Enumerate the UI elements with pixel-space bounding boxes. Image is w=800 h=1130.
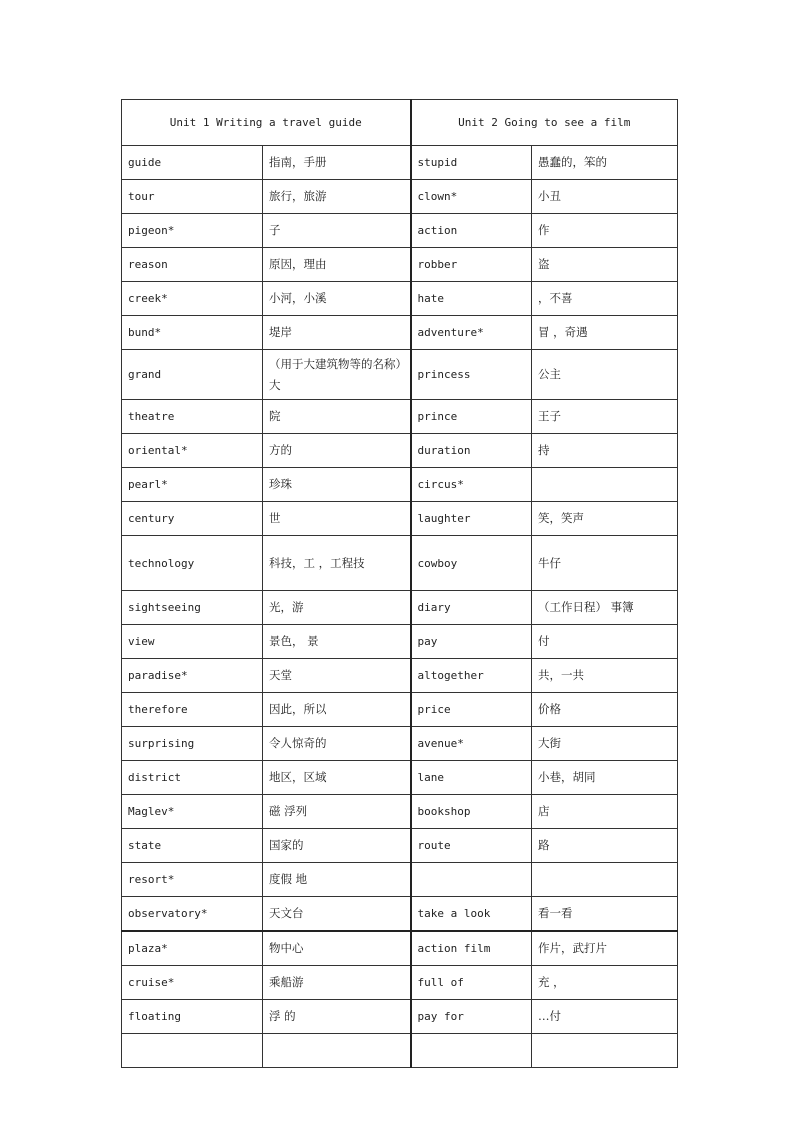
unit-2-meaning: 大街 — [532, 727, 678, 761]
unit-2-meaning — [532, 1034, 678, 1068]
unit-2-word: action film — [411, 931, 532, 966]
unit-2-meaning: 小巷，胡同 — [532, 761, 678, 795]
unit-1-meaning: 珍珠 — [263, 468, 411, 502]
vocab-row — [122, 434, 678, 468]
vocab-row — [122, 400, 678, 434]
unit-2-word: price — [411, 693, 532, 727]
vocab-row — [122, 693, 678, 727]
vocab-row — [122, 795, 678, 829]
unit-2-word: laughter — [411, 502, 532, 536]
unit-1-meaning: 指南，手册 — [263, 146, 411, 180]
unit-1-word: guide — [122, 146, 263, 180]
unit-1-meaning: 地区，区域 — [263, 761, 411, 795]
vocab-row — [122, 897, 678, 932]
unit-2-word: diary — [411, 591, 532, 625]
unit-2-meaning: 愚蠢的，笨的 — [532, 146, 678, 180]
unit-1-meaning: 因此，所以 — [263, 693, 411, 727]
vocab-row — [122, 350, 678, 400]
vocab-row — [122, 214, 678, 248]
unit-2-meaning — [532, 863, 678, 897]
vocab-row — [122, 829, 678, 863]
unit-1-word: pearl* — [122, 468, 263, 502]
unit-1-word: view — [122, 625, 263, 659]
unit-2-meaning: …付 — [532, 1000, 678, 1034]
unit-2-meaning: 价格 — [532, 693, 678, 727]
unit-1-word: paradise* — [122, 659, 263, 693]
unit-2-word: hate — [411, 282, 532, 316]
unit-2-meaning: 付 — [532, 625, 678, 659]
unit-1-word: oriental* — [122, 434, 263, 468]
vocab-row — [122, 727, 678, 761]
unit-2-word: avenue* — [411, 727, 532, 761]
unit-1-meaning: 磁 浮列 — [263, 795, 411, 829]
unit-2-word: bookshop — [411, 795, 532, 829]
unit-2-word — [411, 1034, 532, 1068]
vocab-row — [122, 591, 678, 625]
vocab-row — [122, 863, 678, 897]
unit-1-meaning: 院 — [263, 400, 411, 434]
vocabulary-table — [121, 99, 678, 1068]
unit-1-meaning: 世 — [263, 502, 411, 536]
unit-2-meaning: 公主 — [532, 350, 678, 400]
unit-1-word: therefore — [122, 693, 263, 727]
unit-1-word: state — [122, 829, 263, 863]
unit-2-meaning: 路 — [532, 829, 678, 863]
vocab-row — [122, 282, 678, 316]
unit-1-meaning: 堤岸 — [263, 316, 411, 350]
unit-1-word: theatre — [122, 400, 263, 434]
vocab-row — [122, 468, 678, 502]
unit-2-word: pay — [411, 625, 532, 659]
unit-1-meaning: 国家的 — [263, 829, 411, 863]
unit-2-meaning: 王子 — [532, 400, 678, 434]
unit-2-meaning: 作片，武打片 — [532, 931, 678, 966]
unit-1-word — [122, 1034, 263, 1068]
unit-2-meaning — [532, 468, 678, 502]
unit-2-word: altogether — [411, 659, 532, 693]
unit-1-meaning: 乘船游 — [263, 966, 411, 1000]
unit-1-meaning: 令人惊奇的 — [263, 727, 411, 761]
unit-1-word: Maglev* — [122, 795, 263, 829]
vocab-row — [122, 248, 678, 282]
unit-1-meaning: 子 — [263, 214, 411, 248]
unit-2-meaning: 冒 ，奇遇 — [532, 316, 678, 350]
unit-1-word: reason — [122, 248, 263, 282]
vocab-row — [122, 536, 678, 591]
unit-2-meaning: 小丑 — [532, 180, 678, 214]
unit-1-meaning: 天堂 — [263, 659, 411, 693]
unit-2-word: full of — [411, 966, 532, 1000]
vocab-row — [122, 1034, 678, 1068]
vocab-row — [122, 659, 678, 693]
unit-1-meaning: 原因，理由 — [263, 248, 411, 282]
unit-1-word: century — [122, 502, 263, 536]
unit-2-word: clown* — [411, 180, 532, 214]
unit-1-title: Unit 1 Writing a travel guide — [122, 100, 411, 146]
vocab-row — [122, 146, 678, 180]
vocab-row — [122, 502, 678, 536]
vocab-row — [122, 180, 678, 214]
unit-1-word: floating — [122, 1000, 263, 1034]
unit-1-word: bund* — [122, 316, 263, 350]
unit-1-meaning: 浮 的 — [263, 1000, 411, 1034]
unit-2-word: lane — [411, 761, 532, 795]
vocabulary-table-body — [122, 100, 678, 1068]
unit-2-meaning: 持 — [532, 434, 678, 468]
unit-1-meaning: 科技，工 ，工程技 — [263, 536, 411, 591]
unit-1-meaning: 天文台 — [263, 897, 411, 932]
unit-1-word: sightseeing — [122, 591, 263, 625]
unit-1-meaning: 小河，小溪 — [263, 282, 411, 316]
unit-1-word: creek* — [122, 282, 263, 316]
vocab-row — [122, 761, 678, 795]
unit-2-meaning: （工作日程） 事簿 — [532, 591, 678, 625]
unit-1-meaning: 方的 — [263, 434, 411, 468]
vocab-row — [122, 625, 678, 659]
unit-2-title: Unit 2 Going to see a film — [411, 100, 678, 146]
unit-2-word: pay for — [411, 1000, 532, 1034]
unit-1-meaning: 光，游 — [263, 591, 411, 625]
unit-1-meaning: 旅行，旅游 — [263, 180, 411, 214]
vocab-row — [122, 316, 678, 350]
unit-2-word: take a look — [411, 897, 532, 932]
unit-2-meaning: 共，一共 — [532, 659, 678, 693]
unit-2-word: princess — [411, 350, 532, 400]
unit-2-meaning: 牛仔 — [532, 536, 678, 591]
unit-2-meaning: ，不喜 — [532, 282, 678, 316]
unit-2-word: adventure* — [411, 316, 532, 350]
vocabulary-sheet — [121, 99, 677, 1068]
unit-2-meaning: 店 — [532, 795, 678, 829]
vocab-row — [122, 966, 678, 1000]
vocab-row — [122, 1000, 678, 1034]
unit-header-row — [122, 100, 678, 146]
unit-1-meaning — [263, 1034, 411, 1068]
unit-1-word: plaza* — [122, 931, 263, 966]
unit-1-word: resort* — [122, 863, 263, 897]
unit-2-word: robber — [411, 248, 532, 282]
unit-1-word: observatory* — [122, 897, 263, 932]
unit-2-word: duration — [411, 434, 532, 468]
unit-1-meaning: 物中心 — [263, 931, 411, 966]
vocab-row — [122, 931, 678, 966]
unit-2-word: prince — [411, 400, 532, 434]
unit-2-word: circus* — [411, 468, 532, 502]
unit-2-meaning: 盗 — [532, 248, 678, 282]
unit-2-word: cowboy — [411, 536, 532, 591]
unit-2-word — [411, 863, 532, 897]
unit-2-meaning: 笑，笑声 — [532, 502, 678, 536]
unit-1-word: district — [122, 761, 263, 795]
unit-2-word: route — [411, 829, 532, 863]
unit-2-meaning: 充 ， — [532, 966, 678, 1000]
unit-1-word: pigeon* — [122, 214, 263, 248]
unit-1-meaning: 度假 地 — [263, 863, 411, 897]
unit-1-meaning: 景色， 景 — [263, 625, 411, 659]
unit-2-word: action — [411, 214, 532, 248]
unit-2-meaning: 看一看 — [532, 897, 678, 932]
unit-1-word: surprising — [122, 727, 263, 761]
unit-1-word: technology — [122, 536, 263, 591]
unit-1-word: cruise* — [122, 966, 263, 1000]
unit-1-word: tour — [122, 180, 263, 214]
unit-1-meaning: （用于大建筑物等的名称）大 — [263, 350, 411, 400]
unit-2-word: stupid — [411, 146, 532, 180]
unit-1-word: grand — [122, 350, 263, 400]
unit-2-meaning: 作 — [532, 214, 678, 248]
